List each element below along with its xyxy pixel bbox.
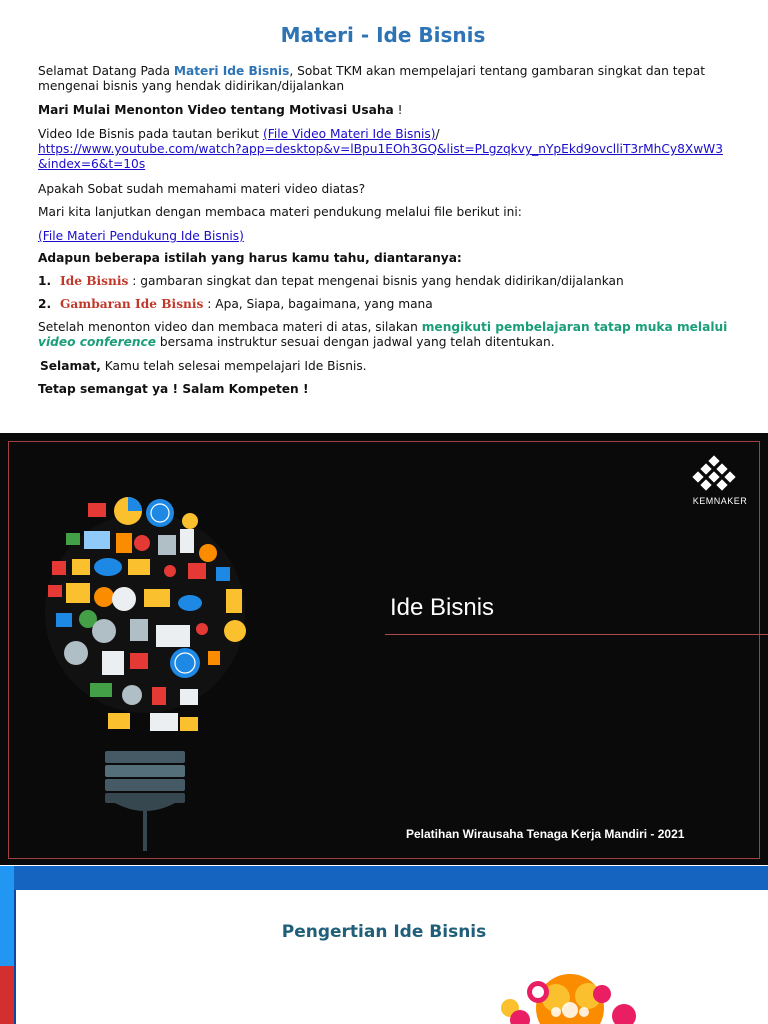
video-heading-bang: ! [393, 103, 403, 117]
header-bar [0, 866, 768, 890]
side-accent-red [0, 966, 14, 1024]
congrats-bold: Selamat, [40, 359, 101, 373]
support-link-line [38, 229, 728, 244]
closing-line: Tetap semangat ya ! Salam Kompeten ! [38, 382, 309, 396]
title-divider [385, 634, 768, 635]
section-title: Pengertian Ide Bisnis [281, 922, 487, 942]
after-green-italic: video conference [38, 335, 157, 349]
intro-suffix: , Sobat TKM akan mempelajari tentang gambaran singkat dan tepat mengenai bisnis yang hendak didirikan/dijalankan [38, 64, 705, 93]
term-name: Ide Bisnis [60, 274, 129, 288]
video-paragraph [38, 127, 728, 172]
congrats-line [40, 359, 730, 374]
slide-title: Ide Bisnis [390, 594, 495, 621]
term-name: Gambaran Ide Bisnis [60, 297, 204, 311]
slide-footer: Pelatihan Wirausaha Tenaga Kerja Mandiri - 2021 [406, 827, 685, 841]
video-file-link[interactable]: (File Video Materi Ide Bisnis) [262, 127, 436, 141]
youtube-url-link[interactable]: https://www.youtube.com/watch?app=desktop&v=lBpu1EOh3GQ&list=PLgzqkvy_nYpEkd9ovclliT3rMhCy8XwW3&index=6&t=10s [38, 142, 723, 171]
intro-highlight: Materi Ide Bisnis [173, 64, 290, 78]
video-heading-text: Mari Mulai Menonton Video tentang Motivasi Usaha [38, 103, 394, 117]
term-number: 1. [38, 274, 52, 288]
question-text: Apakah Sobat sudah memahami materi video diatas? [38, 182, 366, 196]
kemnaker-logo-text: KEMNAKER [692, 496, 748, 506]
kemnaker-logo [690, 455, 738, 495]
after-prefix: Setelah menonton video dan membaca materi di atas, silakan [38, 320, 422, 334]
people-network-icon [490, 968, 640, 1024]
after-paragraph [38, 320, 728, 350]
term-item [38, 297, 728, 312]
term-separator: : [203, 297, 216, 311]
term-separator: : [128, 274, 141, 288]
bulb-base [105, 751, 185, 851]
page-title: Materi - Ide Bisnis [280, 23, 486, 47]
continue-text: Mari kita lanjutkan dengan membaca materi pendukung melalui file berikut ini: [38, 205, 522, 219]
support-file-link[interactable]: (File Materi Pendukung Ide Bisnis) [38, 229, 244, 243]
side-accent-line [14, 890, 16, 1024]
bulb-icon-cluster [45, 497, 246, 731]
term-description: Apa, Siapa, bagaimana, yang mana [215, 297, 433, 311]
after-green: mengikuti pembelajaran tatap muka melalui [421, 320, 728, 334]
video-slash: / [435, 127, 440, 141]
video-heading [38, 103, 728, 118]
terms-heading: Adapun beberapa istilah yang harus kamu tahu, diantaranya: [38, 251, 462, 265]
video-prefix: Video Ide Bisnis pada tautan berikut [38, 127, 263, 141]
congrats-rest: Kamu telah selesai mempelajari Ide Bisnis. [100, 359, 367, 373]
side-accent-blue [0, 866, 14, 966]
after-suffix: bersama instruktur sesuai dengan jadwal yang telah ditentukan. [156, 335, 555, 349]
term-item [38, 274, 728, 289]
intro-prefix: Selamat Datang Pada [38, 64, 174, 78]
term-description: gambaran singkat dan tepat mengenai bisnis yang hendak didirikan/dijalankan [140, 274, 624, 288]
term-number: 2. [38, 297, 52, 311]
title-slide [0, 433, 768, 865]
lightbulb-icon-collage [30, 463, 260, 853]
intro-paragraph [38, 64, 728, 94]
